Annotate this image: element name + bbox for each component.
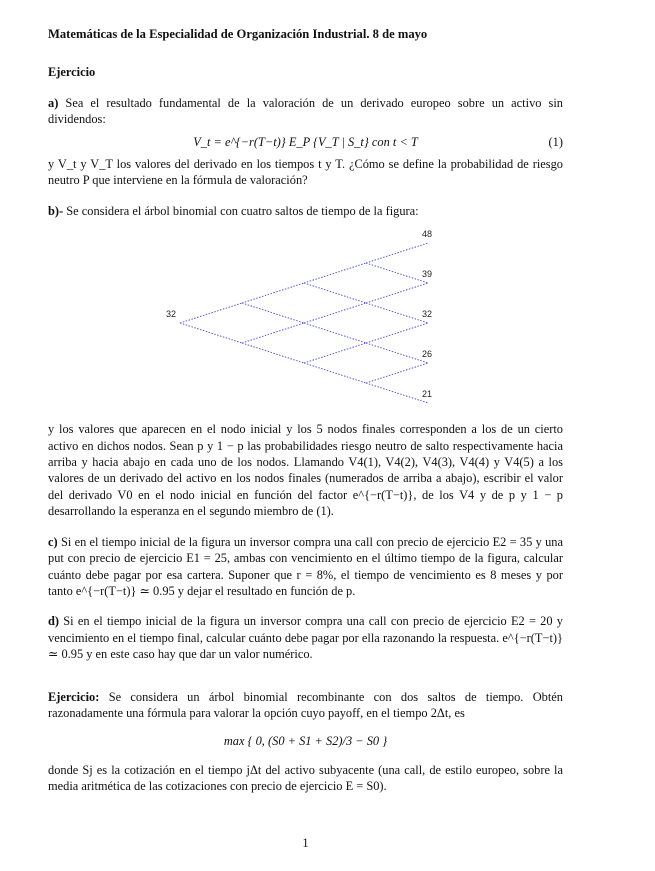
part-d [48, 613, 563, 662]
tree-edge [304, 303, 366, 323]
tree-edge [304, 343, 366, 363]
tree-edge [366, 283, 428, 303]
tree-edge [366, 303, 428, 323]
tree-edge [304, 323, 366, 343]
tree-edge [304, 283, 366, 303]
part-b-text2: y los valores que aparecen en el nodo inicial y los 5 nodos finales corresponden a los de un cierto activo en dichos nodos. Sean p y 1 − p las probabilidades riesgo neutro de salto respectivamente hacia arriba y hacia abajo en cada uno de los nodos. Llamando V4(1), V4(2), V4(3), V4(4) y V4(5) a los valores de un derivado del activo en los nodos finales (numerados de arriba a abajo), escribir el valor del derivado V0 en el nodo inicial en función del factor e^{−r(T−t)}, de los V4 y de p y 1 − p desarrollando la esperanza en el segundo miembro de (1). [48, 422, 563, 519]
tree-edge [242, 343, 304, 363]
part-a-text2: y V_t y V_T los valores del derivado en los tiempos t y T. ¿Cómo se define la probabilidad de riesgo neutro P que interviene en la fórmula de valoración? [48, 157, 563, 188]
section-heading: Ejercicio [48, 65, 96, 80]
tree-edge [304, 263, 366, 283]
part-label: d) [48, 614, 60, 629]
tree-edge [180, 303, 242, 323]
tree-edge [304, 363, 366, 383]
part-label: b)- [48, 203, 64, 218]
part-c-text: Si en el tiempo inicial de la figura un inversor compra una call con precio de ejercicio E2 = 35 y una put con precio de ejercicio E1 = 25, ambas con vencimiento en el último tiempo de la figura, calcular cuánto debe pagar por esa cartera. Suponer que r = 8%, el tiempo de vencimiento es 8 meses y por tanto e^{−r(T−t)} ≃ 0.95 y dejar el resultado en función de p. [48, 534, 563, 598]
part-a-text: Sea el resultado fundamental de la valoración de un derivado europeo sobre un activo sin dividendos: [48, 95, 563, 127]
tree-edge [366, 263, 428, 283]
tree-final-label: 48 [422, 229, 433, 240]
exercise-2-text: Se considera un árbol binomial recombinante con dos saltos de tiempo. Obtén razonadamente una fórmula para valorar la opción cuyo payoff, en el tiempo 2Δt, es [48, 689, 563, 720]
exercise-2 [48, 689, 563, 722]
part-b-text: Se considera el árbol binomial con cuatro saltos de tiempo de la figura: [66, 203, 419, 218]
exercise-2-text2: donde Sj es la cotización en el tiempo jΔt del activo subyacente (una call, de estilo europeo, sobre la media aritmética de las cotizaciones con precio de ejercicio E = S0). [48, 762, 563, 794]
part-label: a) [48, 95, 59, 110]
tree-edge [242, 323, 304, 343]
exercise-label: Ejercicio: [48, 689, 100, 704]
tree-final-label: 32 [422, 309, 433, 320]
binomial-tree-figure [160, 225, 450, 415]
equation-1 [48, 134, 563, 150]
part-label: c) [48, 534, 58, 549]
tree-edge [366, 383, 428, 403]
tree-final-label: 21 [422, 389, 433, 400]
tree-edge [366, 323, 428, 343]
part-d-text: Si en el tiempo inicial de la figura un inversor compra una call con precio de ejercicio E2 = 20 y vencimiento en el tiempo final, calcular cuánto debe pagar por ella razonando la respuesta. e^{−r(T−t)} ≃ 0.95 y en este caso hay que dar un valor numérico. [48, 614, 563, 662]
equation-number: (1) [548, 134, 563, 149]
part-c [48, 534, 563, 600]
page-number: 1 [302, 835, 309, 850]
tree-initial-label: 32 [166, 309, 177, 320]
tree-edge [242, 303, 304, 323]
tree-edge [242, 283, 304, 303]
tree-edge [366, 343, 428, 363]
part-b [48, 203, 563, 219]
equation-payoff: max { 0, (S0 + S1 + S2)/3 − S0 } [223, 734, 388, 749]
tree-final-label: 39 [422, 269, 433, 280]
tree-edge [366, 363, 428, 383]
part-a [48, 95, 563, 128]
equation-text: V_t = e^{−r(T−t)} E_P {V_T | S_t} con t < T [193, 134, 418, 149]
tree-edge [366, 243, 428, 263]
tree-final-label: 26 [422, 349, 433, 360]
tree-edge [180, 323, 242, 343]
page-title: Matemáticas de la Especialidad de Organización Industrial. 8 de mayo [48, 27, 428, 41]
